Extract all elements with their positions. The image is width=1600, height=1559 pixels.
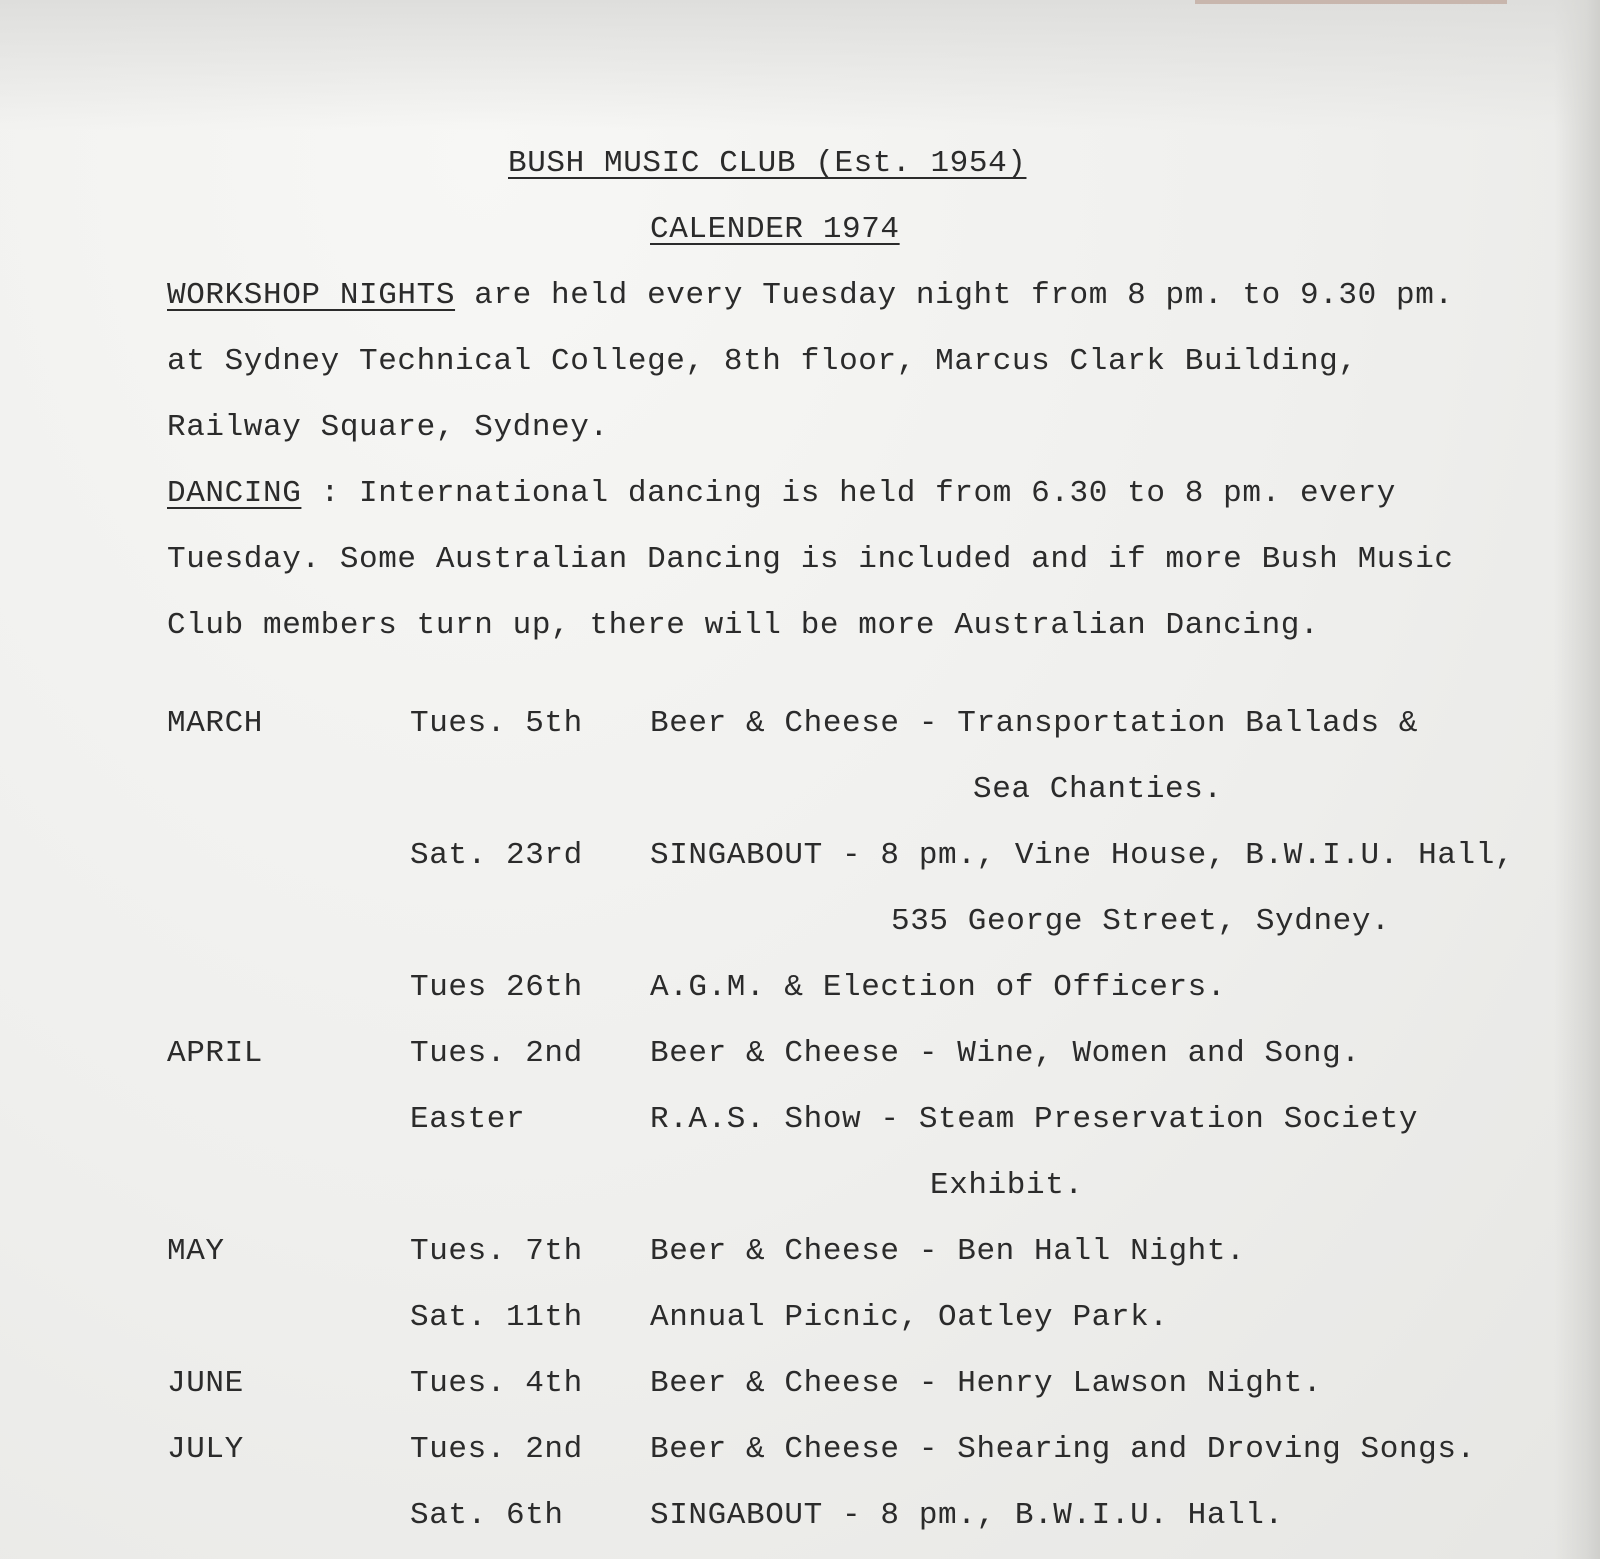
calendar-event: R.A.S. Show - Steam Preservation Society <box>650 1102 1419 1137</box>
dancing-paragraph-line-3: Club members turn up, there will be more Australian Dancing. <box>167 608 1320 643</box>
calendar-event: Beer & Cheese - Transportation Ballads & <box>650 706 1419 741</box>
calendar-month: JUNE <box>167 1366 244 1401</box>
calendar-event: Beer & Cheese - Shearing and Droving Songs. <box>650 1432 1476 1467</box>
workshop-text-1: are held every Tuesday night from 8 pm. to 9.30 pm. <box>455 278 1454 313</box>
calendar-date: Sat. 11th <box>410 1300 583 1335</box>
paper-tab-mark <box>1195 0 1507 4</box>
workshop-paragraph-line-3: Railway Square, Sydney. <box>167 410 609 445</box>
calendar-month: MARCH <box>167 706 264 741</box>
calendar-month: APRIL <box>167 1036 264 1071</box>
calendar-date: Tues. 2nd <box>410 1036 583 1071</box>
calendar-date: Sat. 6th <box>410 1498 564 1533</box>
dancing-text-1: : International dancing is held from 6.30 to 8 pm. every <box>301 476 1396 511</box>
calendar-event: Annual Picnic, Oatley Park. <box>650 1300 1169 1335</box>
calendar-event: SINGABOUT - 8 pm., Vine House, B.W.I.U. Hall, <box>650 838 1515 873</box>
calendar-event: Beer & Cheese - Wine, Women and Song. <box>650 1036 1361 1071</box>
calendar-event-continuation: 535 George Street, Sydney. <box>891 904 1391 939</box>
calendar-date: Tues. 5th <box>410 706 583 741</box>
calendar-date: Tues. 7th <box>410 1234 583 1269</box>
calendar-event: Beer & Cheese - Ben Hall Night. <box>650 1234 1246 1269</box>
calendar-date: Tues 26th <box>410 970 583 1005</box>
dancing-paragraph-line-2: Tuesday. Some Australian Dancing is included and if more Bush Music <box>167 542 1454 577</box>
dancing-label: DANCING <box>167 476 302 511</box>
calendar-event: A.G.M. & Election of Officers. <box>650 970 1227 1005</box>
paper-edge-shadow <box>1554 0 1600 1559</box>
workshop-label: WORKSHOP NIGHTS <box>167 278 456 313</box>
calendar-month: JULY <box>167 1432 244 1467</box>
calendar-event-continuation: Exhibit. <box>930 1168 1084 1203</box>
workshop-paragraph-line-1 <box>167 278 1454 313</box>
document-title: BUSH MUSIC CLUB (Est. 1954) <box>508 146 1027 181</box>
calendar-date: Sat. 23rd <box>410 838 583 873</box>
calendar-event: SINGABOUT - 8 pm., B.W.I.U. Hall. <box>650 1498 1284 1533</box>
document-subtitle: CALENDER 1974 <box>650 212 900 247</box>
calendar-date: Tues. 4th <box>410 1366 583 1401</box>
calendar-date: Tues. 2nd <box>410 1432 583 1467</box>
calendar-date: Easter <box>410 1102 526 1137</box>
calendar-event-continuation: Sea Chanties. <box>973 772 1223 807</box>
paper-fold-shadow <box>0 0 1600 130</box>
dancing-paragraph-line-1 <box>167 476 1396 511</box>
workshop-paragraph-line-2: at Sydney Technical College, 8th floor, Marcus Clark Building, <box>167 344 1358 379</box>
calendar-event: Beer & Cheese - Henry Lawson Night. <box>650 1366 1323 1401</box>
calendar-month: MAY <box>167 1234 225 1269</box>
